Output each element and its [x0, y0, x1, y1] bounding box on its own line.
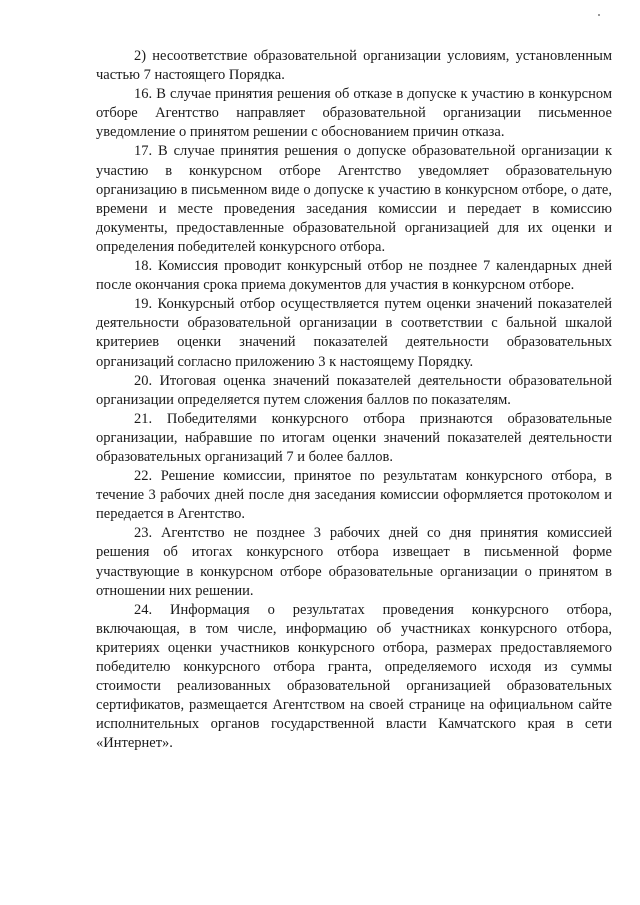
scan-dot [598, 14, 600, 16]
paragraph-21: 21. Победителями конкурсного отбора признаются образовательные организации, набравшие по итогам оценки значений показателей деятельности образовательных организаций 7 и более баллов. [96, 410, 612, 465]
paragraph-17: 17. В случае принятия решения о допуске образовательной организации к участию в конкурсном отборе Агентство уведомляет образовательную организацию в письменном виде о допуске к участию в конкурсном отборе, о дате, времени и месте проведения заседания комиссии и передает в комиссию документы, предоставленные образовательной организацией для их оценки и определения победителей конкурсного отбора. [96, 143, 612, 255]
document-body [96, 47, 612, 753]
paragraph-18: 18. Комиссия проводит конкурсный отбор не позднее 7 календарных дней после окончания срока приема документов для участия в конкурсном отборе. [96, 258, 612, 294]
paragraph-24: 24. Информация о результатах проведения конкурсного отбора, включающая, в том числе, информацию об участниках конкурсного отбора, критериях оценки участников конкурсного отбора, размерах предоставляемого победителю конкурсного отбора гранта, определяемого исходя из суммы стоимости реализованных образовательной организацией образовательных сертификатов, размещается Агентством на своей странице на официальном сайте исполнительных органов государственной власти Камчатского края в сети «Интернет». [96, 601, 612, 752]
paragraph-23: 23. Агентство не позднее 3 рабочих дней со дня принятия комиссией решения об итогах конкурсного отбора извещает в письменной форме участвующие в конкурсном отборе образовательные организации о принятом в отношении них решении. [96, 525, 612, 599]
paragraph-19: 19. Конкурсный отбор осуществляется путем оценки значений показателей деятельности образовательной организации в соответствии с бальной шкалой критериев оценки значений показателей деятельности образовательных организаций согласно приложению 3 к настоящему Порядку. [96, 296, 612, 370]
paragraph-item-2: 2) несоответствие образовательной организации условиям, установленным частью 7 настоящего Порядка. [96, 48, 612, 84]
paragraph-22: 22. Решение комиссии, принятое по результатам конкурсного отбора, в течение 3 рабочих дней после дня заседания комиссии оформляется протоколом и передается в Агентство. [96, 468, 612, 523]
paragraph-20: 20. Итоговая оценка значений показателей деятельности образовательной организации определяется путем сложения баллов по показателям. [96, 372, 612, 408]
paragraph-16: 16. В случае принятия решения об отказе в допуске к участию в конкурсном отборе Агентство направляет образовательной организации письменное уведомление о принятом решении с обоснованием причин отказа. [96, 86, 612, 141]
